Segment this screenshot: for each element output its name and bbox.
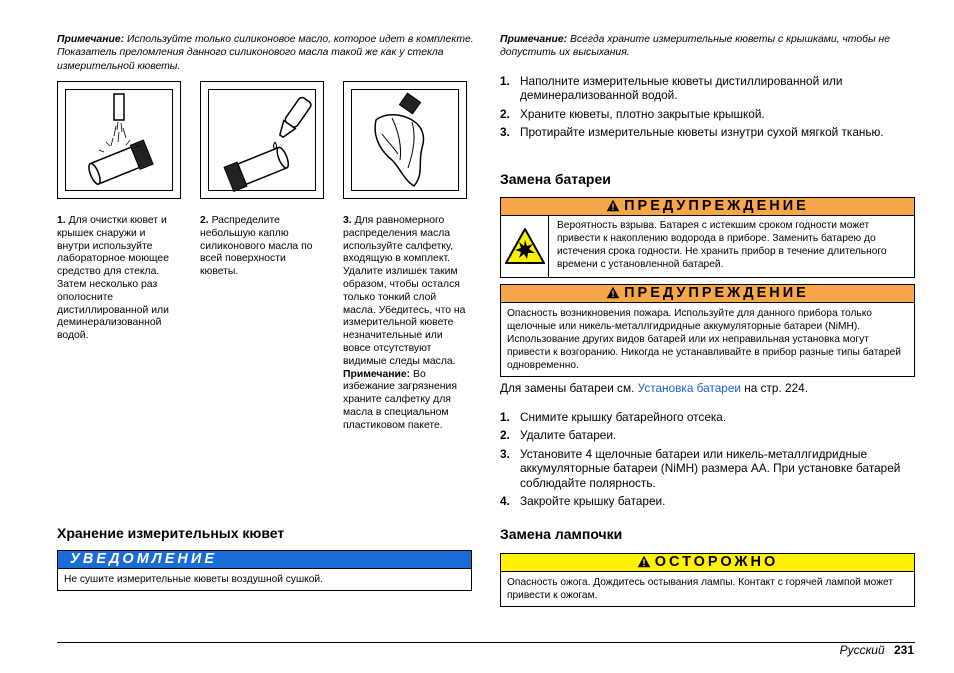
- list-item: 2. Храните кюветы, плотно закрытые крышкой.: [500, 106, 765, 121]
- storage-steps: [500, 74, 900, 140]
- note-label: Примечание:: [57, 34, 125, 45]
- step-text: Для очистки кювет и крышек снаружи и внутри используйте лабораторное моющее средство для стекла. Затем несколько раз ополосните дистиллированной или деминерализованной водой.: [57, 215, 169, 342]
- caution-label: ОСТОРОЖНО: [654, 554, 779, 570]
- step-number: 1.: [57, 215, 66, 226]
- step-text: Распределите небольшую каплю силиконового масла по всей поверхности кюветы.: [200, 215, 313, 278]
- step-number: 2.: [200, 215, 209, 226]
- illustration-wash: [57, 81, 181, 199]
- step-number: 3.: [343, 215, 352, 226]
- notice-text: Не сушите измерительные кюветы воздушной сушкой.: [57, 569, 472, 591]
- note-label: Примечание:: [343, 368, 411, 380]
- illustration-oil-drop: [200, 81, 324, 199]
- warning-box-explosion: [500, 197, 915, 278]
- caution-text: Опасность ожога. Дождитесь остывания лампы. Контакт с горячей лампой может привести к ожогам.: [500, 572, 915, 607]
- faucet-cuvette-icon: [66, 90, 174, 192]
- warning-triangle-icon: [606, 199, 620, 212]
- warning-triangle-icon: [637, 555, 651, 568]
- section-title-lamp: Замена лампочки: [500, 526, 623, 542]
- step-text: Для равномерного распределения масла используйте салфетку, входящую в комплект. Удалите излишек таким образом, чтобы остался только тонкий слой масла. Убедитесь, что на измерительной кювете незначительные или вовсе отсутствуют видимые следы масла.: [343, 215, 466, 367]
- note-cleaning: [57, 33, 477, 73]
- list-item: 2. Удалите батареи.: [500, 428, 617, 443]
- warning-text: Вероятность взрыва. Батарея с истекшим сроком годности может привести к накоплению водорода в приборе. Заменить батарею до истечения срока годности. Не хранить прибор в течение длительного времени с установленной батарей.: [557, 220, 887, 270]
- caution-banner: [500, 553, 915, 572]
- note-text: Всегда храните измерительные кюветы с крышками, чтобы не допустить их высыхания.: [500, 34, 890, 59]
- illustration-wipe: [343, 81, 467, 199]
- list-item: 1. Снимите крышку батарейного отсека.: [500, 410, 727, 424]
- step-1: [57, 215, 179, 343]
- warning-banner: [500, 197, 915, 216]
- list-item: 4. Закройте крышку батареи.: [500, 494, 666, 509]
- note-text: Используйте только силиконовое масло, которое идет в комплекте. Показатель преломления данного силиконового масла такой же как у стекла измерительной кюветы.: [57, 34, 474, 72]
- footer-divider: [57, 642, 915, 643]
- explosion-hazard-icon: [505, 228, 545, 264]
- footer-language: Русский: [839, 643, 885, 657]
- warning-label: ПРЕДУПРЕЖДЕНИЕ: [624, 285, 809, 301]
- list-item: 3. Протирайте измерительные кюветы изнутри сухой мягкой тканью.: [500, 125, 884, 140]
- notice-banner: УВЕДОМЛЕНИЕ: [57, 550, 472, 569]
- warning-triangle-icon: [606, 286, 620, 299]
- list-item: 1. Наполните измерительные кюветы дистиллированной или деминерализованной водой.: [500, 74, 843, 103]
- warning-banner: [500, 284, 915, 303]
- note-storage: [500, 33, 916, 60]
- warning-box-fire: [500, 284, 915, 377]
- step-3-note: [343, 369, 467, 433]
- note-label: Примечание:: [500, 34, 568, 45]
- section-title-battery: Замена батареи: [500, 171, 611, 187]
- note-text: Во избежание загрязнения храните салфетку для масла в специальном пластиковом пакете.: [343, 368, 457, 431]
- caution-box: [500, 553, 915, 607]
- step-3: [343, 215, 467, 433]
- oil-bottle-icon: [209, 90, 317, 192]
- battery-install-link[interactable]: Установка батареи: [637, 381, 741, 395]
- page-number: 231: [893, 643, 914, 657]
- section-title-storage: Хранение измерительных кювет: [57, 525, 285, 541]
- warning-label: ПРЕДУПРЕЖДЕНИЕ: [624, 198, 809, 214]
- battery-reference: Для замены батареи см. Установка батареи на стр. 224.: [500, 381, 809, 395]
- list-item: 3. Установите 4 щелочные батареи или никель-металлгидридные аккумуляторные батареи (NiMH) размера AA. При установке батарей соблюдайте полярность.: [500, 446, 901, 490]
- notice-box: [57, 550, 472, 591]
- battery-steps: [500, 410, 910, 508]
- warning-text: Опасность возникновения пожара. Используйте для данного прибора только щелочные или никель-металлгидридные аккумуляторные батареи (NiMH). Использование других видов батарей или их неправильная установка могут привести к возгоранию. Никогда не устанавливайте в прибор разные типы батарей одновременно.: [500, 303, 915, 377]
- cloth-icon: [352, 90, 460, 192]
- footer: [840, 643, 914, 658]
- step-2: [200, 215, 322, 279]
